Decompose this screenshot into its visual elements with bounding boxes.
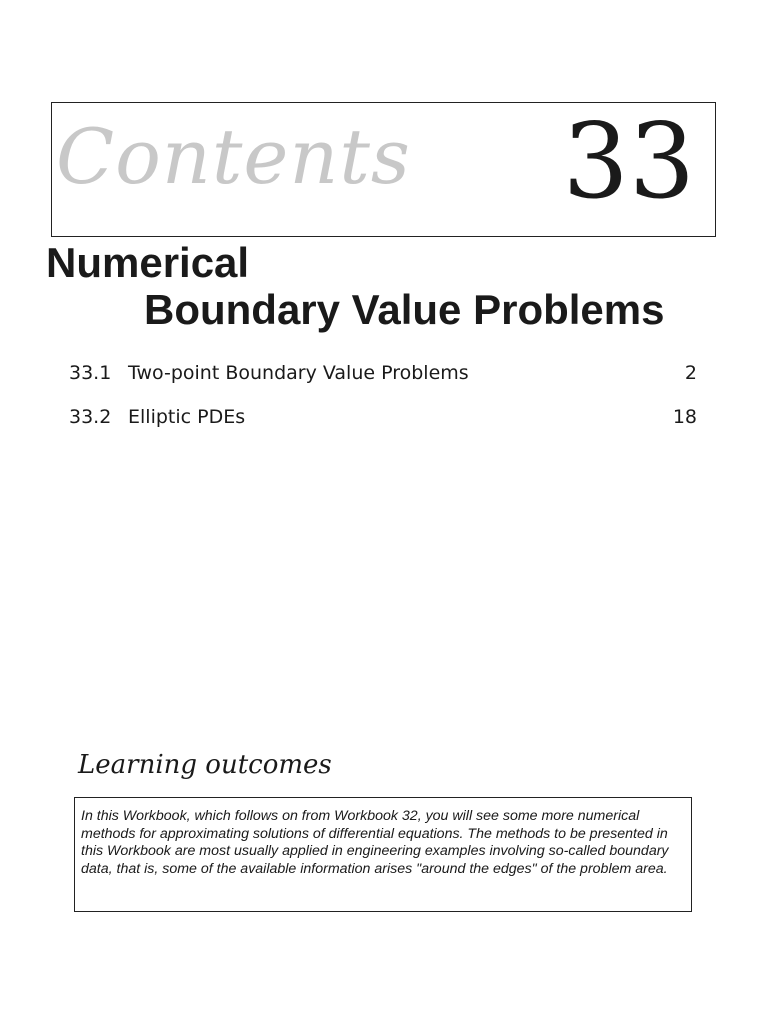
table-of-contents — [69, 360, 697, 448]
toc-entry-33-1[interactable] — [69, 360, 697, 404]
toc-entry-number: 33.1 — [69, 362, 112, 384]
learning-outcomes-heading: Learning outcomes — [78, 750, 332, 780]
toc-entry-page: 2 — [684, 362, 697, 384]
toc-entry-page: 18 — [672, 406, 697, 428]
contents-header-box — [51, 102, 716, 237]
toc-entry-33-2[interactable] — [69, 404, 697, 448]
toc-entry-title: Elliptic PDEs — [128, 406, 246, 428]
learning-outcomes-text: In this Workbook, which follows on from Workbook 32, you will see some more numerical methods for approximating solutions of differential equations. The methods to be presented in this Workbook are most usually applied in engineering examples involving so-called boundary data, that is, some of the available information arises "around the edges" of the problem area. — [81, 808, 669, 877]
workbook-title-line-1: Numerical — [46, 239, 250, 286]
chapter-number: 33 — [562, 100, 695, 222]
workbook-title-line-2: Boundary Value Problems — [144, 286, 665, 333]
toc-entry-title: Two-point Boundary Value Problems — [128, 362, 469, 384]
contents-heading: Contents — [56, 112, 411, 201]
learning-outcomes-box — [74, 797, 692, 912]
toc-entry-number: 33.2 — [69, 406, 112, 428]
